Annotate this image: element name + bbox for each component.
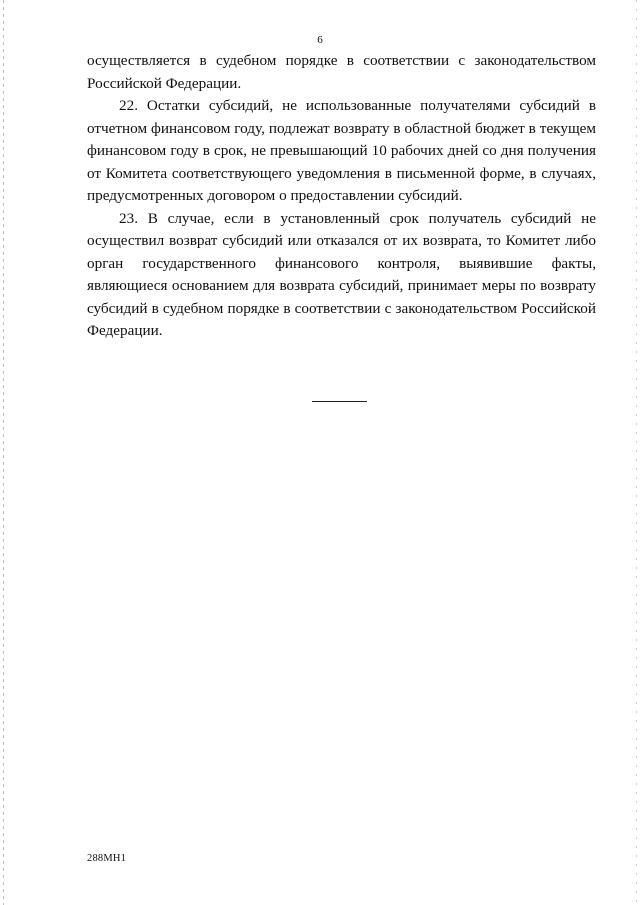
paragraph-23: 23. В случае, если в установленный срок получатель субсидий не осуществил возврат субсидий или отказался от их возврата, то Комитет либо орган государственного финансового контроля, выявившие факты, являющиеся основанием для возврата субсидий, принимает меры по возврату субсидий в судебном порядке в соответствии с законодательством Российской Федерации. (87, 209, 596, 339)
paragraph-22: 22. Остатки субсидий, не использованные получателями субсидий в отчетном финансовом году, подлежат возврату в областной бюджет в текущем финансовом году в срок, не превышающий 10 рабочих дней со дня получения от Комитета соответствующего уведомления в письменной форме, в случаях, предусмотренных договором о предоставлении субсидий. (87, 97, 596, 204)
scan-edge-right (636, 0, 637, 905)
document-body (87, 50, 596, 343)
end-separator-line (312, 401, 367, 402)
page-number: 6 (317, 34, 323, 46)
paragraph-continuation: осуществляется в судебном порядке в соответствии с законодательством Российской Федерации. (87, 52, 596, 92)
document-code: 288МН1 (87, 853, 127, 864)
scan-edge-left (3, 0, 4, 905)
